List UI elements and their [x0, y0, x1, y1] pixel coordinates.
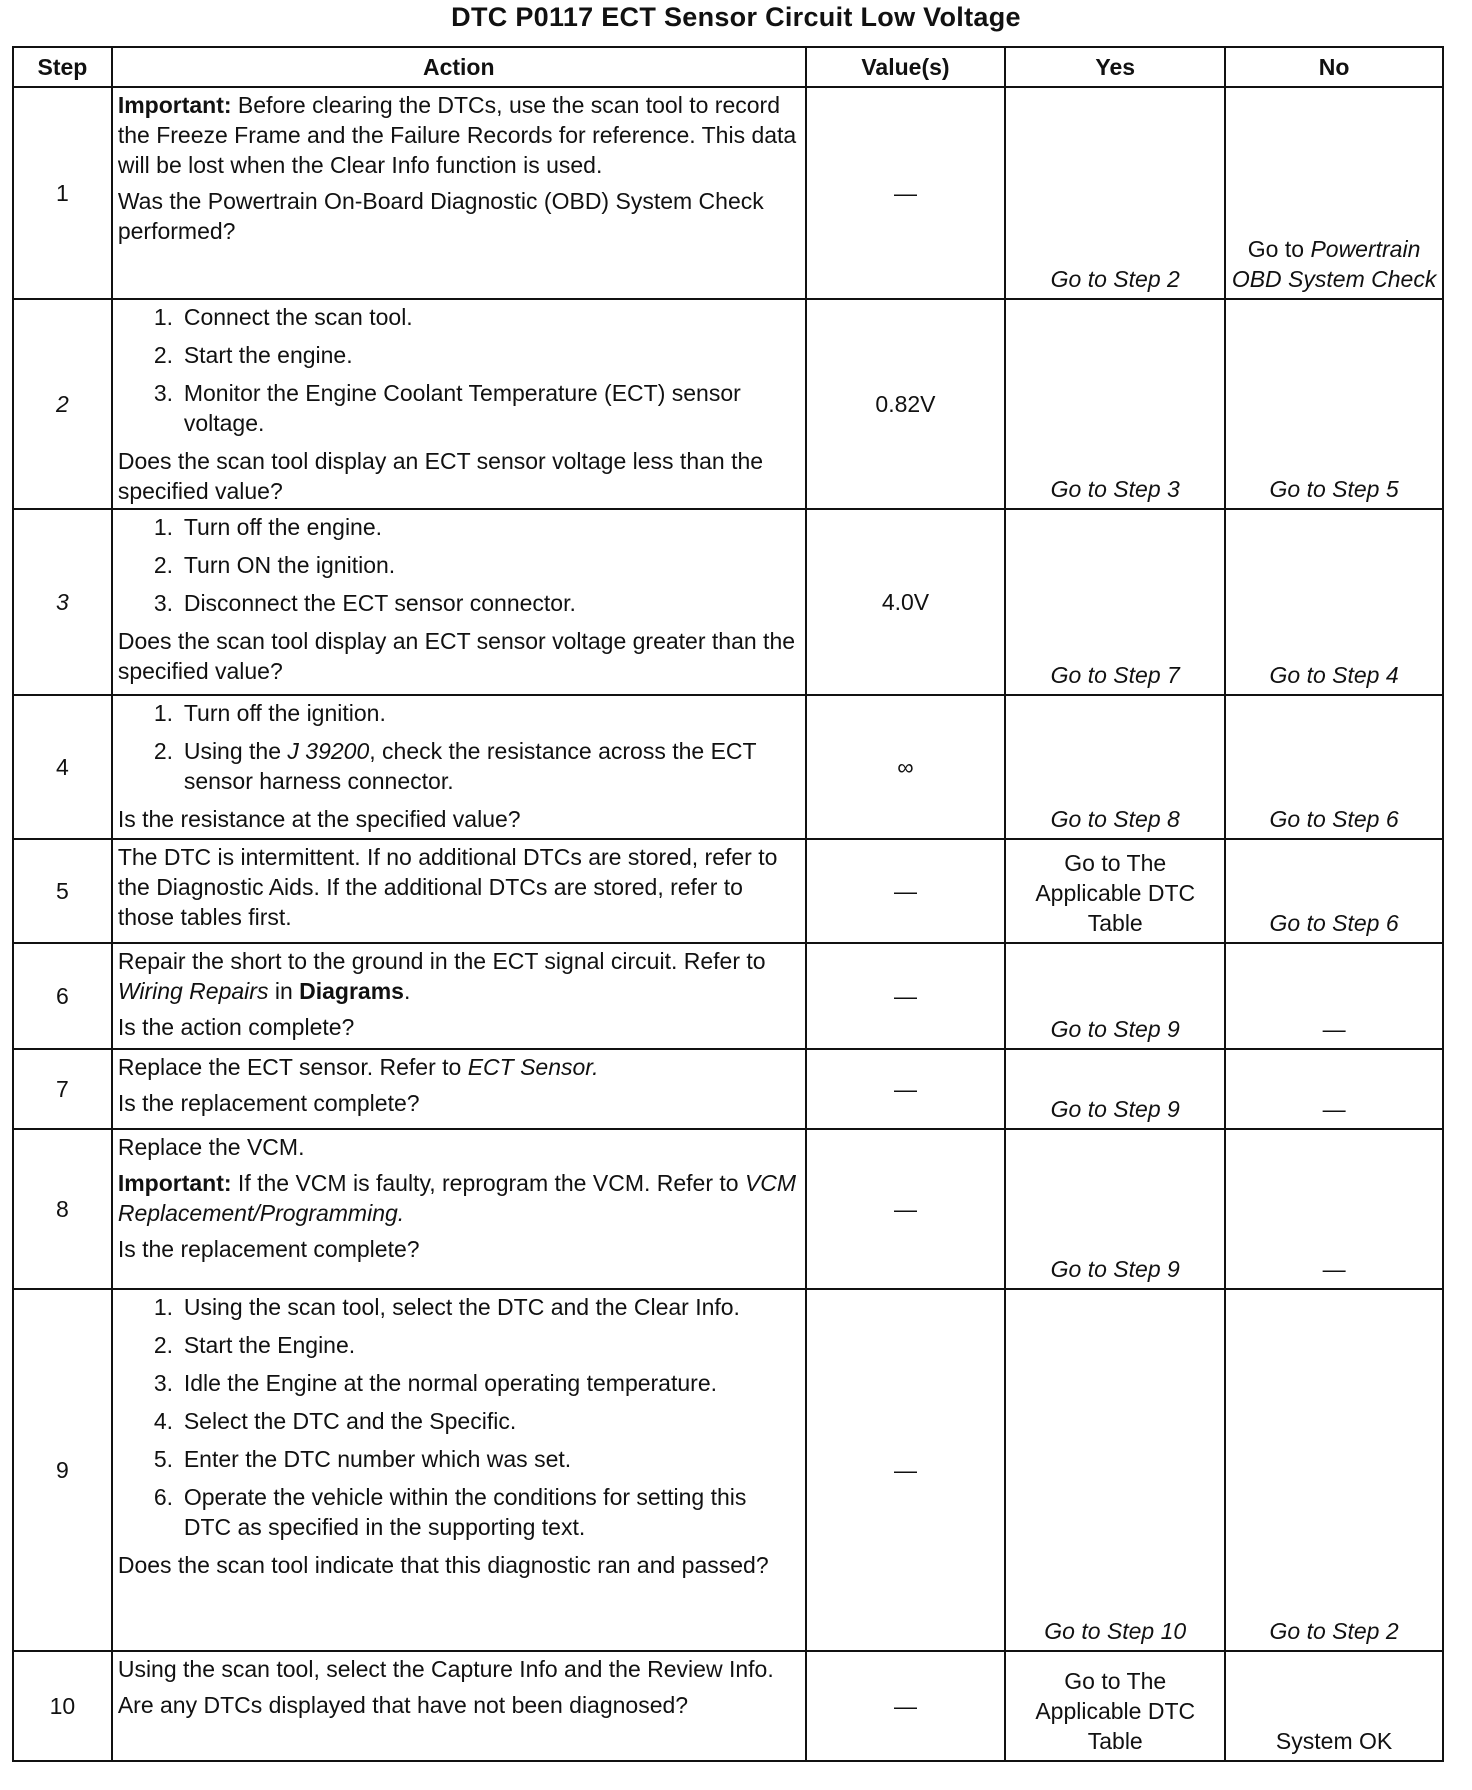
procedure-list [118, 1292, 799, 1542]
step-number: 2 [13, 299, 112, 509]
yes-cell: Go to Step 2 [1005, 87, 1225, 299]
no-cell: — [1225, 1129, 1443, 1289]
action-cell [112, 695, 806, 839]
question-text: Does the scan tool display an ECT sensor voltage greater than the specified value? [117, 628, 796, 684]
procedure-list [118, 512, 799, 618]
header-yes: Yes [1005, 47, 1225, 87]
list-item: 3. Disconnect the ECT sensor connector. [153, 590, 576, 616]
action-cell [112, 87, 806, 299]
yes-cell: Go to Step 9 [1005, 1129, 1225, 1289]
action-text: Using the scan tool, select the Capture Info and the Review Info. [117, 1656, 774, 1682]
value-cell: — [806, 1289, 1006, 1651]
step-number: 5 [13, 839, 112, 943]
no-cell: Go to Step 6 [1225, 839, 1443, 943]
action-cell [112, 1651, 806, 1761]
header-row [13, 47, 1443, 87]
value-cell: ∞ [806, 695, 1006, 839]
question-text: Are any DTCs displayed that have not been diagnosed? [117, 1692, 689, 1718]
list-item: 1. Turn off the engine. [153, 514, 383, 540]
table-row [13, 299, 1443, 509]
important-note [118, 90, 799, 180]
value-cell: — [806, 1129, 1006, 1289]
yes-cell: Go to Step 3 [1005, 299, 1225, 509]
table-row [13, 839, 1443, 943]
no-link: Powertrain OBD System Check [1231, 236, 1437, 292]
question-text: Does the scan tool display an ECT sensor voltage less than the specified value? [117, 448, 764, 504]
list-item: 2. Using the J 39200, check the resistance across the ECT sensor harness connector. [153, 738, 757, 794]
table-row [13, 1129, 1443, 1289]
value-cell: — [806, 839, 1006, 943]
action-cell [112, 299, 806, 509]
action-cell [112, 1289, 806, 1651]
table-row [13, 1651, 1443, 1761]
header-action: Action [112, 47, 806, 87]
no-cell: Go to Step 4 [1225, 509, 1443, 695]
value-cell: 0.82V [806, 299, 1006, 509]
yes-cell: Go to Step 9 [1005, 943, 1225, 1049]
important-note: Important: If the VCM is faulty, reprogram the VCM. Refer to VCM Replacement/Programming. [117, 1170, 797, 1226]
diagnostic-table [12, 46, 1444, 1762]
list-item: 3. Idle the Engine at the normal operating temperature. [153, 1370, 717, 1396]
yes-cell: Go to The Applicable DTC Table [1005, 1651, 1225, 1761]
important-label: Important: [117, 1170, 232, 1196]
action-cell [112, 1129, 806, 1289]
value-cell: — [806, 87, 1006, 299]
no-cell: Go to Step 6 [1225, 695, 1443, 839]
step-number: 4 [13, 695, 112, 839]
yes-cell: Go to Step 8 [1005, 695, 1225, 839]
procedure-list [118, 302, 799, 438]
action-text: The DTC is intermittent. If no additional DTCs are stored, refer to the Diagnostic Aids. If the additional DTCs are stored, refer to those tables first. [117, 844, 778, 930]
no-prefix: Go to [1247, 236, 1311, 262]
list-item: 6. Operate the vehicle within the conditions for setting this DTC as specified in the supporting text. [153, 1484, 747, 1540]
important-text: Before clearing the DTCs, use the scan tool to record the Freeze Frame and the Failure Records for reference. This data will be lost when the Clear Info function is used. [117, 92, 797, 178]
question-text: Does the scan tool indicate that this diagnostic ran and passed? [117, 1552, 769, 1578]
list-item: 1. Connect the scan tool. [153, 304, 413, 330]
value-cell: — [806, 1651, 1006, 1761]
step-number: 10 [13, 1651, 112, 1761]
page-title: DTC P0117 ECT Sensor Circuit Low Voltage [451, 2, 1021, 32]
action-text: Replace the ECT sensor. Refer to ECT Sensor. [117, 1054, 599, 1080]
step-number: 9 [13, 1289, 112, 1651]
procedure-list [118, 698, 799, 796]
list-item: 2. Start the Engine. [153, 1332, 356, 1358]
action-text: Replace the VCM. [117, 1134, 305, 1160]
step-number: 6 [13, 943, 112, 1049]
yes-cell: Go to Step 7 [1005, 509, 1225, 695]
yes-cell: Go to Step 9 [1005, 1049, 1225, 1129]
table-row [13, 695, 1443, 839]
step-number: 1 [13, 87, 112, 299]
no-cell: — [1225, 1049, 1443, 1129]
action-cell [112, 509, 806, 695]
step-number: 8 [13, 1129, 112, 1289]
reference-section: Diagrams [299, 978, 404, 1004]
list-item: 5. Enter the DTC number which was set. [153, 1446, 572, 1472]
yes-cell: Go to The Applicable DTC Table [1005, 839, 1225, 943]
table-row [13, 1049, 1443, 1129]
action-cell [112, 943, 806, 1049]
no-cell: Go to Step 2 [1225, 1289, 1443, 1651]
list-item: 2. Start the engine. [153, 342, 353, 368]
step-number: 7 [13, 1049, 112, 1129]
no-cell: — [1225, 943, 1443, 1049]
header-values: Value(s) [806, 47, 1006, 87]
list-item: 3. Monitor the Engine Coolant Temperature (ECT) sensor voltage. [153, 380, 741, 436]
table-row [13, 87, 1443, 299]
value-cell: — [806, 1049, 1006, 1129]
yes-cell: Go to Step 10 [1005, 1289, 1225, 1651]
question-text: Is the replacement complete? [117, 1090, 420, 1116]
reference-link: VCM Replacement/Programming. [117, 1170, 797, 1226]
no-cell [1225, 87, 1443, 299]
important-label: Important: [117, 92, 232, 118]
header-no: No [1225, 47, 1443, 87]
table-row [13, 509, 1443, 695]
step-number: 3 [13, 509, 112, 695]
no-cell: Go to Step 5 [1225, 299, 1443, 509]
reference-link: Wiring Repairs [117, 978, 269, 1004]
list-item: 1. Using the scan tool, select the DTC and the Clear Info. [153, 1294, 740, 1320]
question-text: Is the action complete? [117, 1014, 355, 1040]
value-cell: — [806, 943, 1006, 1049]
action-cell [112, 1049, 806, 1129]
header-step: Step [13, 47, 112, 87]
question-text: Is the replacement complete? [117, 1236, 420, 1262]
table-row [13, 943, 1443, 1049]
value-cell: 4.0V [806, 509, 1006, 695]
question-text: Was the Powertrain On-Board Diagnostic (OBD) System Check performed? [117, 188, 764, 244]
tool-reference: J 39200 [287, 738, 370, 764]
table-row [13, 1289, 1443, 1651]
list-item: 2. Turn ON the ignition. [153, 552, 396, 578]
question-text: Is the resistance at the specified value? [117, 806, 521, 832]
list-item: 4. Select the DTC and the Specific. [153, 1408, 517, 1434]
action-cell [112, 839, 806, 943]
no-cell: System OK [1225, 1651, 1443, 1761]
reference-link: ECT Sensor. [467, 1054, 599, 1080]
action-text: Repair the short to the ground in the ECT signal circuit. Refer to Wiring Repairs in Diagrams. [117, 948, 766, 1004]
list-item: 1. Turn off the ignition. [153, 700, 386, 726]
